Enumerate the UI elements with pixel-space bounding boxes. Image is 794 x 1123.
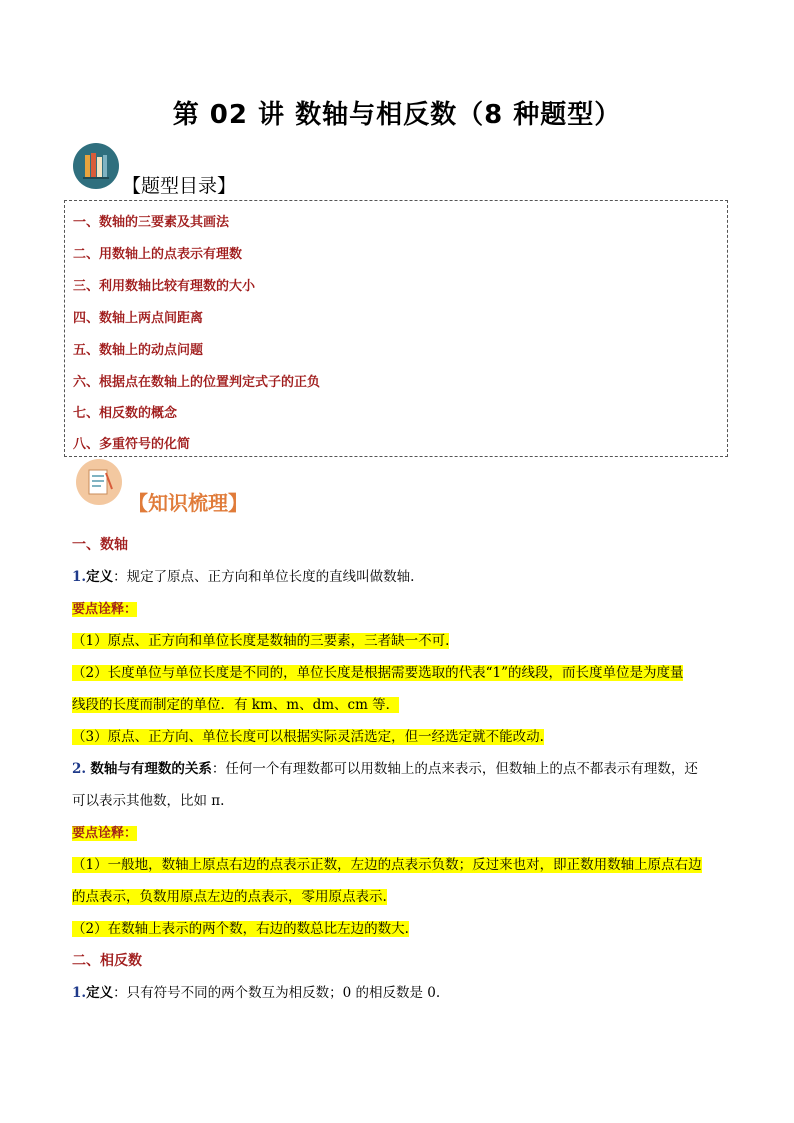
toc-item-5[interactable]: 五、数轴上的动点问题 bbox=[73, 343, 204, 358]
definition-2-text: ：只有符号不同的两个数互为相反数；0 的相反数是 0. bbox=[113, 985, 441, 1001]
toc-item-8[interactable]: 八、多重符号的化简 bbox=[73, 437, 191, 452]
note-2-1b-text: 的点表示，负数用原点左边的点表示，零用原点表示. bbox=[72, 889, 387, 905]
note-1-2b-text: 线段的长度而制定的单位．有 km、m、dm、cm 等． bbox=[72, 697, 400, 713]
toc-item-6[interactable]: 六、根据点在数轴上的位置判定式子的正负 bbox=[73, 375, 321, 390]
definition-2-number: 1. bbox=[72, 985, 87, 1001]
note-1-3 bbox=[72, 727, 544, 747]
toc-heading: 【题型目录】 bbox=[122, 175, 237, 197]
toc-item-3[interactable]: 三、利用数轴比较有理数的大小 bbox=[73, 279, 256, 294]
definition-2-label: 定义 bbox=[86, 985, 114, 1001]
note-1-1 bbox=[72, 631, 449, 651]
toc-box bbox=[64, 200, 728, 457]
toc-item-4[interactable]: 四、数轴上两点间距离 bbox=[73, 311, 204, 326]
note-1-1-text: （1）原点、正方向和单位长度是数轴的三要素，三者缺一不可. bbox=[72, 633, 450, 649]
toc-item-7[interactable]: 七、相反数的概念 bbox=[73, 406, 178, 421]
definition-1-text: ：规定了原点、正方向和单位长度的直线叫做数轴. bbox=[113, 569, 415, 585]
definition-1 bbox=[72, 567, 414, 587]
relation-label: 数轴与有理数的关系 bbox=[90, 761, 212, 777]
section-2-title: 二、相反数 bbox=[72, 953, 142, 969]
definition-2 bbox=[72, 983, 440, 1003]
note-label-2 bbox=[72, 823, 137, 844]
definition-1-label: 定义 bbox=[86, 569, 114, 585]
relation-number: 2. bbox=[72, 761, 87, 777]
relation-text-a: ：任何一个有理数都可以用数轴上的点来表示，但数轴上的点不都表示有理数，还 bbox=[211, 761, 698, 777]
toc-item-1[interactable]: 一、数轴的三要素及其画法 bbox=[73, 215, 230, 230]
books-icon bbox=[73, 143, 119, 189]
note-2-1b bbox=[72, 887, 387, 907]
toc-item-2[interactable]: 二、用数轴上的点表示有理数 bbox=[73, 247, 243, 262]
note-1-3-text: （3）原点、正方向、单位长度可以根据实际灵活选定，但一经选定就不能改动. bbox=[72, 729, 544, 745]
definition-1-number: 1. bbox=[72, 569, 87, 585]
page-title: 第 02 讲 数轴与相反数（8 种题型） bbox=[172, 100, 622, 130]
note-label-text: 要点诠释： bbox=[72, 602, 138, 617]
note-1-2a bbox=[72, 663, 683, 683]
note-2-1a-text: （1）一般地，数轴上原点右边的点表示正数，左边的点表示负数；反过来也对，即正数用数轴上原点右边 bbox=[72, 857, 702, 873]
note-label-2-text: 要点诠释： bbox=[72, 826, 138, 841]
section-1-title: 一、数轴 bbox=[72, 537, 128, 553]
note-2-1a bbox=[72, 855, 702, 875]
note-1-2a-text: （2）长度单位与单位长度是不同的，单位长度是根据需要选取的代表“1”的线段，而长度单位是为度量 bbox=[72, 665, 684, 681]
note-2-2-text: （2）在数轴上表示的两个数，右边的数总比左边的数大. bbox=[72, 921, 409, 937]
knowledge-heading: 【知识梳理】 bbox=[128, 491, 248, 515]
note-label-1 bbox=[72, 599, 137, 620]
note-2-2 bbox=[72, 919, 409, 939]
notebook-icon bbox=[76, 459, 122, 505]
relation-line-a bbox=[72, 759, 698, 779]
relation-line-b: 可以表示其他数，比如 π. bbox=[72, 793, 225, 809]
note-1-2b bbox=[72, 695, 399, 715]
